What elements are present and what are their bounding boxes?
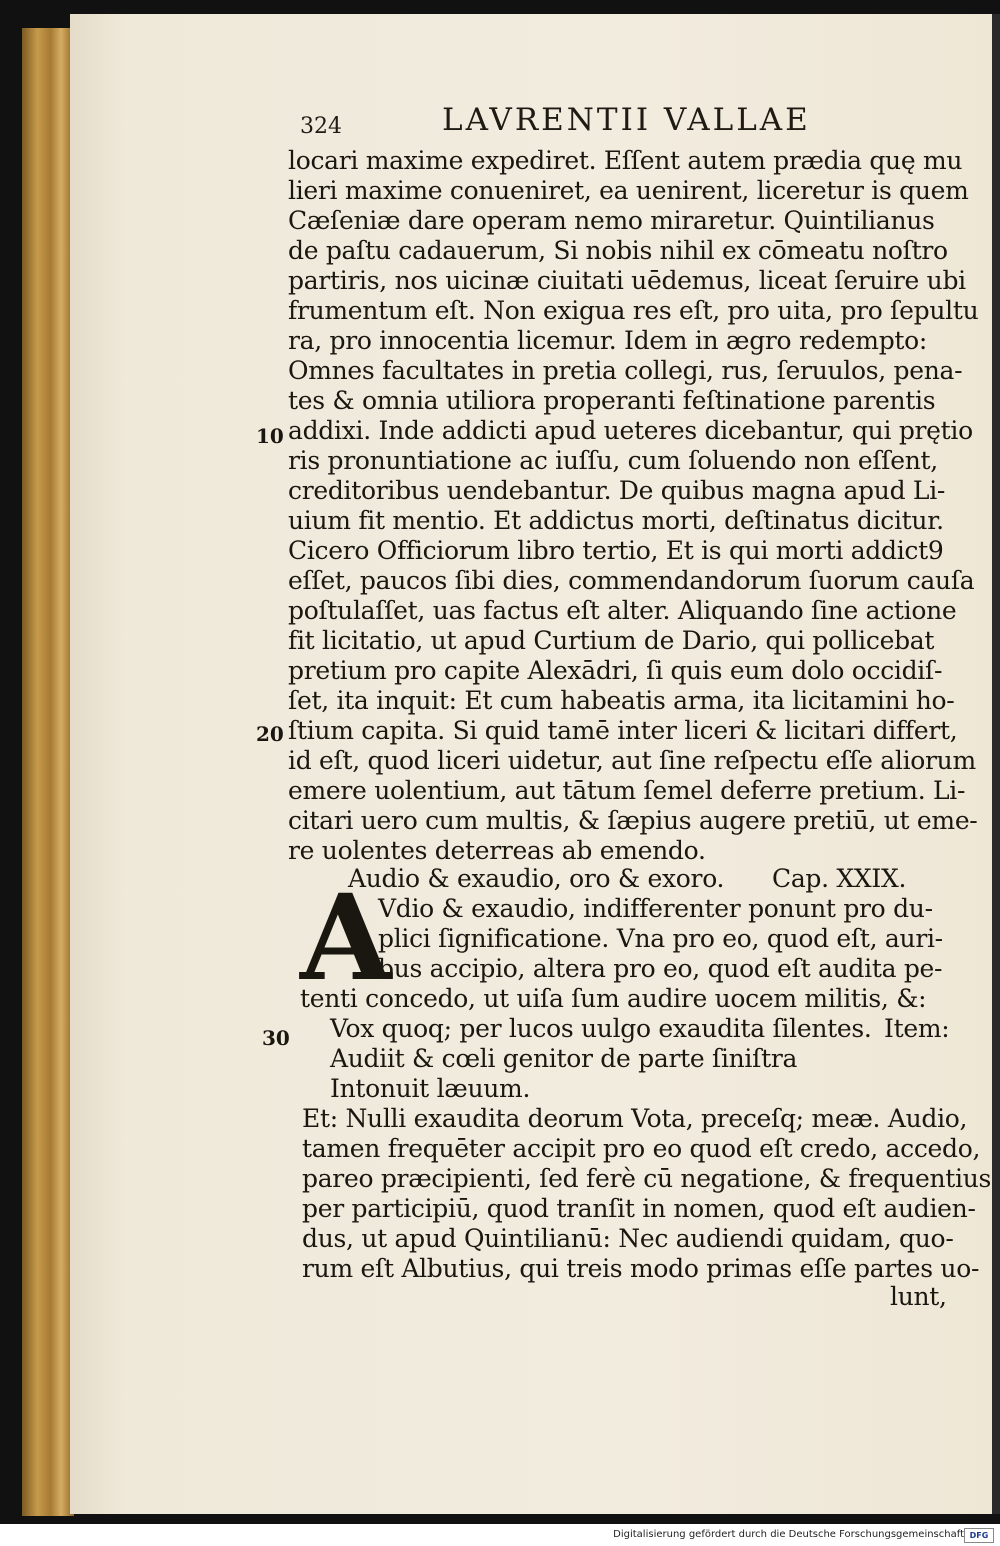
text-line: eſſet, paucos ſibi dies, commendandorum ſuorum cauſa [288,566,975,595]
chapter-number: Cap. XXIX. [772,864,907,893]
chapter-heading: Audio & exaudio, oro & exoro. [348,864,725,893]
text-line: id eſt, quod liceri uidetur, aut ſine reſpectu eſſe aliorum [288,746,976,775]
text-line: uium fit mentio. Et addictus morti, deſtinatus dicitur. [288,506,944,535]
text-line: Cæſeniæ dare operam nemo miraretur. Quintilianus [288,206,935,235]
line-number: 20 [256,722,284,746]
text-line: Vdio & exaudio, indifferenter ponunt pro du- [378,894,933,923]
verse-line: Intonuit læuum. [330,1074,531,1103]
text-line: Et: Nulli exaudita deorum Vota, preceſq; meæ. Audio, [302,1104,968,1133]
text-line: ra, pro innocentia licemur. Idem in ægro redempto: [288,326,928,355]
text-line: addixi. Inde addicti apud ueteres dicebantur, qui prętio [288,416,973,445]
catchword: lunt, [890,1282,947,1311]
text-line: Omnes facultates in pretia collegi, rus, ſeruulos, pena- [288,356,963,385]
footer [0,1524,1000,1546]
verse-line: Vox quoq; per lucos uulgo exaudita ſilentes. [330,1014,872,1043]
text-line: ſet, ita inquit: Et cum habeatis arma, ita licitamini ho- [288,686,955,715]
text-line: re uolentes deterreas ab emendo. [288,836,706,865]
text-line: de paſtu cadauerum, Si nobis nihil ex cōmeatu noſtro [288,236,948,265]
text-line: pretium pro capite Alexādri, ſi quis eum dolo occidiſ- [288,656,943,685]
text-line: per participiū, quod tranſit in nomen, quod eſt audien- [302,1194,976,1223]
dfg-logo: DFG [964,1528,994,1543]
text-line: emere uolentium, aut tātum ſemel deferre pretium. Li- [288,776,966,805]
running-title: LAVRENTII VALLAE [442,102,811,138]
text-line: locari maxime expediret. Eſſent autem prædia quę mu [288,146,963,175]
book-edge-left [22,28,74,1516]
page-number: 324 [300,114,342,139]
text-line: ris pronuntiatione ac iuſſu, cum ſoluendo non eſſent, [288,446,938,475]
verse-line: Audiit & cœli genitor de parte ſiniſtra [330,1044,798,1073]
text-line: partiris, nos uicinæ ciuitati uēdemus, liceat ſeruire ubi [288,266,966,295]
text-line: pareo præcipienti, ſed ferè cū negatione, & frequentius [302,1164,992,1193]
text-line: poſtulaſſet, uas factus eſt alter. Aliquando ſine actione [288,596,957,625]
text-line: ſtium capita. Si quid tamē inter liceri & licitari differt, [288,716,958,745]
book-edge-right [992,14,1000,1514]
digitization-credit: Digitalisierung gefördert durch die Deutsche Forschungsgemeinschaft [613,1529,964,1540]
running-head [0,100,1000,140]
text-line: plici ſignificatione. Vna pro eo, quod eſt, auri- [378,924,943,953]
line-number: 10 [256,424,284,448]
line-number: 30 [262,1026,290,1050]
text-line: frumentum eſt. Non exigua res eſt, pro uita, pro ſepultu [288,296,979,325]
text-line: bus accipio, altera pro eo, quod eſt audita pe- [378,954,943,983]
text-line: tenti concedo, ut uiſa ſum audire uocem militis, &: [300,984,927,1013]
text-line: creditoribus uendebantur. De quibus magna apud Li- [288,476,946,505]
verse-item: Item: [884,1014,950,1043]
text-line: Cicero Officiorum libro tertio, Et is qui morti addict9 [288,536,944,565]
text-line: rum eſt Albutius, qui treis modo primas eſſe partes uo- [302,1254,980,1283]
text-line: fit licitatio, ut apud Curtium de Dario, qui pollicebat [288,626,935,655]
text-line: citari uero cum multis, & ſæpius augere pretiū, ut eme- [288,806,978,835]
text-line: tes & omnia utiliora properanti feſtinatione parentis [288,386,936,415]
text-line: tamen frequēter accipit pro eo quod eſt credo, accedo, [302,1134,981,1163]
drop-cap: A [300,868,392,1007]
text-line: dus, ut apud Quintilianū: Nec audiendi quidam, quo- [302,1224,954,1253]
text-line: lieri maxime conueniret, ea uenirent, liceretur is quem [288,176,969,205]
